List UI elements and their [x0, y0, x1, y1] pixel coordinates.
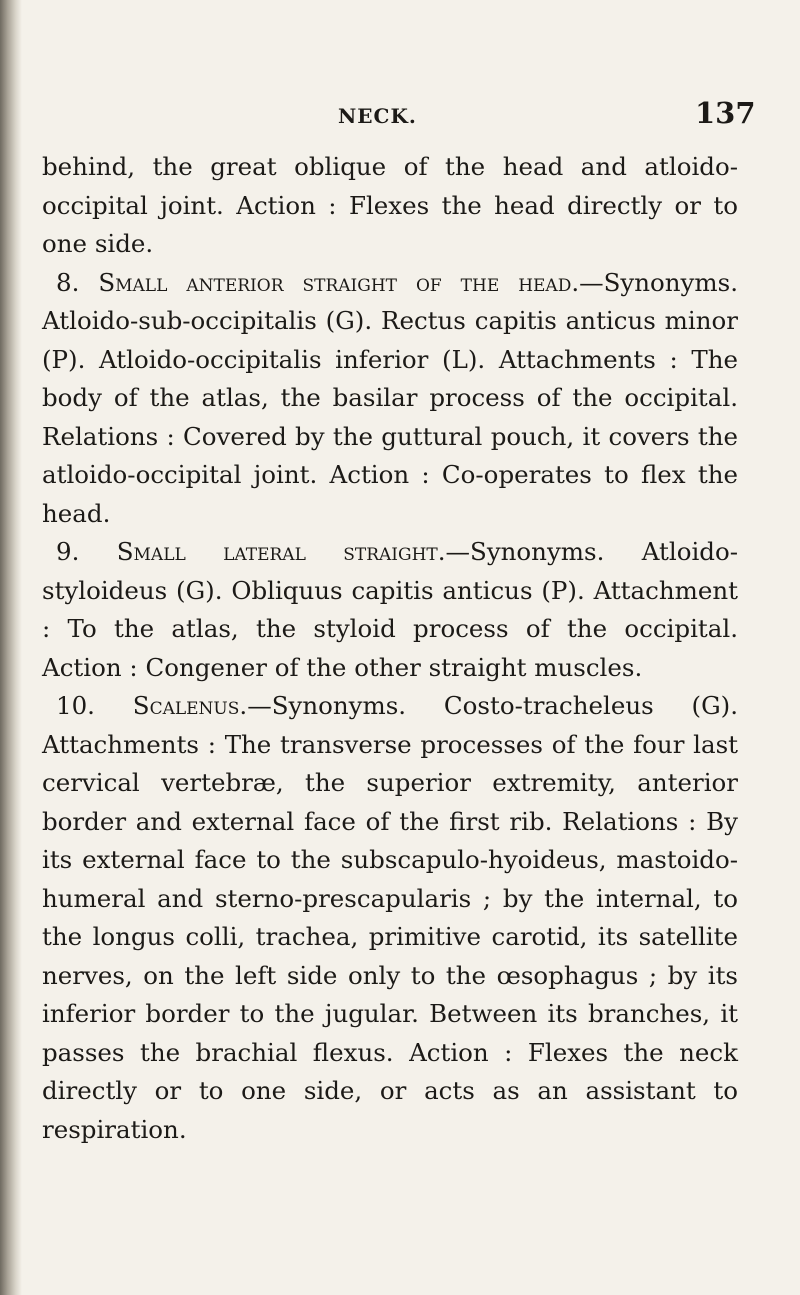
section-heading: 10. Scalenus.	[56, 691, 248, 720]
paragraph-text: —Synonyms. Atloido-sub-occipitalis (G). Rectus capitis anticus minor (P). Atloido-occipitalis inferior (L). Attachments : The body of the atlas, the basilar process of the occipital. Relations : Covered by the guttural pouch, it covers the atloido-occipital joint. Action : Co-operates to flex the head.	[42, 267, 738, 528]
paragraph-text: behind, the great oblique of the head and atloido-occipital joint. Action : Flexes the head directly or to one side.	[42, 152, 738, 258]
body-text	[42, 148, 738, 1149]
paragraph-small-lateral-straight	[42, 533, 738, 687]
paragraph-continuation	[42, 148, 738, 264]
running-head	[0, 96, 800, 136]
section-heading: 9. Small lateral straight.	[56, 537, 446, 566]
header-title: NECK.	[338, 104, 417, 128]
paragraph-text: —Synonyms. Atloido-styloideus (G). Obliquus capitis anticus (P). Attachment : To the atlas, the styloid process of the occipital. Action : Congener of the other straight muscles.	[42, 537, 738, 682]
paragraph-text: —Synonyms. Costo-tracheleus (G). Attachments : The transverse processes of the four last cervical vertebræ, the superior extremity, anterior border and external face of the first rib. Relations : By its external face to the subscapulo-hyoideus, mastoido-humeral and sterno-prescapularis ; by the internal, to the longus colli, trachea, primitive carotid, its satellite nerves, on the left side only to the œsophagus ; by its inferior border to the jugular. Between its branches, it passes the brachial flexus. Action : Flexes the neck directly or to one side, or acts as an assistant to respiration.	[42, 691, 738, 1144]
paragraph-small-anterior-straight	[42, 264, 738, 534]
section-heading: 8. Small anterior straight of the head.	[56, 267, 580, 297]
page-gutter-shadow	[0, 0, 22, 1295]
paragraph-scalenus	[42, 687, 738, 1149]
page-number: 137	[695, 96, 756, 130]
